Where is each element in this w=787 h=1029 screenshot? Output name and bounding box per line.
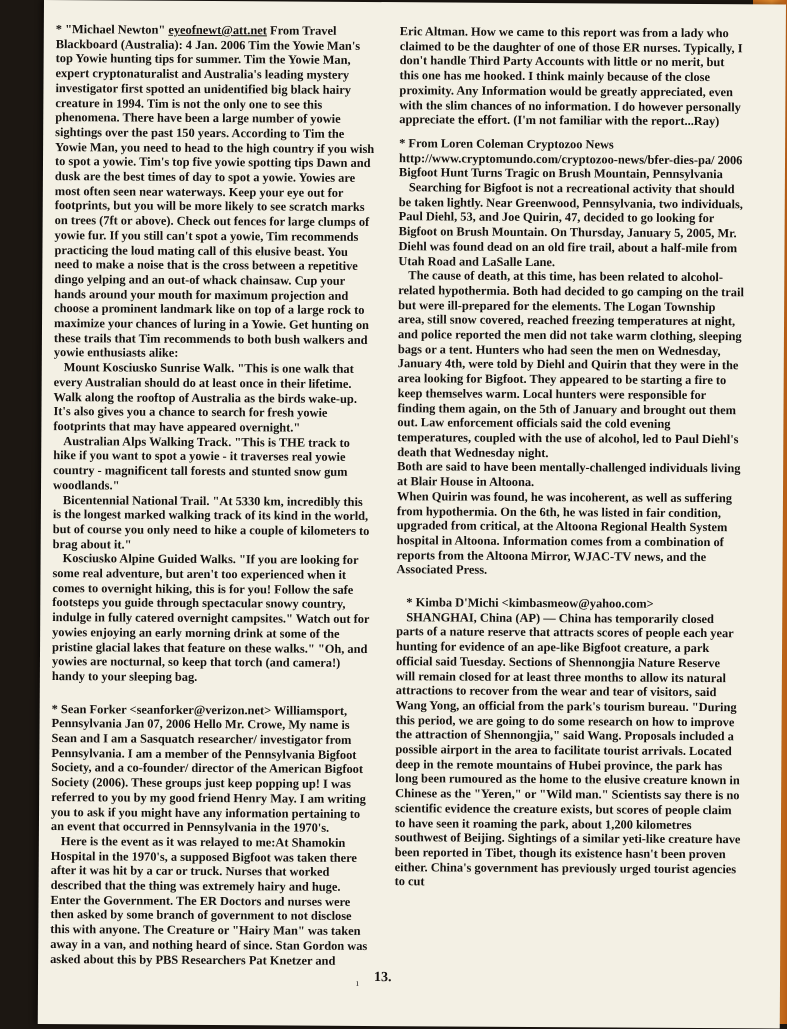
author-email-link[interactable]: eyeofnewt@att.net — [168, 22, 267, 38]
article-dmichi-heading: * Kimba D'Michi <kimbasmeow@yahoo.com> — [406, 595, 654, 611]
scan-mark: ı — [355, 977, 359, 989]
article-text: From Travel Blackboard (Australia): 4 Jan. 2006 Tim the Yowie Man's top Yowie hunting tips for summer. Tim the Yowie Man, expert cryptonaturalist and Australia's leading mystery investigator first spotted an unidentified big black hairy creature in 1994. Tim is not the only one to see this phenomena. There have been a large number of yowie sightings over the past 150 years. According to Tim the Yowie Man, you need to head to the high country if you wish to spot a yowie. Tim's top five yowie spotting tips Dawn and dusk are the best times of day to spot a yowie. Yowies are most often seen near waterways. Keep your eye out for footprints, but you will be more likely to see scratch marks on trees (7ft or above). Check out fences for large clumps of yowie fur. If you still can't spot a yowie, Tim recommends practicing the loud mating call of this elusive beast. You need to make a noise that is the cross between a repetitive dingo yelping and an out-of whack chainsaw. Cup your hands around your mouth for maximum projection and choose a prominent landmark like on top of a large rock to maximize your chances of luring in a Yowie. Get hunting on these trails that Tim recommends to both bush walkers and yowie enthusiasts alike: — [53, 23, 375, 361]
paragraph-shennongjia: SHANGHAI, China (AP) — China has temporarily closed parts of a nature reserve that attracts scores of people each year hunting for evidence of an ape-like Bigfoot creature, a park official said Tuesday. Sections of Shennongjia Nature Reserve will remain closed for at least three months to allow its natural attractions to recover from the wear and tear of visitors, said Wang Yong, an official from the park's tourism bureau. "During this period, we are going to do some research on how to improve the attraction of Shennongjia," said Wang. Proposals included a possible airport in the area to facilitate tourist arrivals. Located deep in the remote mountains of Hubei province, the park has long been rumoured as the home to the elusive creature known in Chinese as the "Yeren," or "Wild man." Scientists say there is no scientific evidence the creature exists, but scores of people claim to have seen it roaming the park, about 1,200 kilometres southwest of Beijing. Sightings of a similar yeti-like creature have been reported in Tibet, though its existence hasn't been proven either. China's government has previously urged tourist agencies to cut — [394, 609, 741, 889]
paragraph-shamokin-event: Here is the event as it was relayed to me:At Shamokin Hospital in the 1970's, a supposed Bigfoot was taken there after it was hit by a car or truck. Nurses that worked described that the thing was extremely hairy and huge. Enter the Government. The ER Doctors and nurses were then asked by some branch of government to not disclose this with anyone. The Creature or "Hairy Man" was taken away in a van, and nothing heard of since. Stan Gordon was asked about this by PBS Researchers Pat Knetzer and — [50, 834, 368, 968]
paragraph-hypothermia-cause: The cause of death, at this time, has been related to alcohol-related hypothermia. Both had decided to go camping on the trail but were ill-prepared for the elements. The Logan Township area, still snow covered, reached freezing temperatures at night, and police reported the men did not take warm clothing, sleeping bags or a tent. Hunters who had seen the men on Wednesday, January 4th, were told by Diehl and Quirin that they were in the area looking for Bigfoot. They appeared to be starting a fire to keep themselves warm. Local hunters were responsible for finding them again, on the 5th of January and brought out them out. Law enforcement officials said the cold evening temperatures, coupled with the use of alcohol, led to Paul Diehl's death that Wednesday night. — [397, 268, 744, 460]
paragraph-bicentennial-trail: Bicentennial National Trail. "At 5330 km, incredibly this is the longest marked walking track of its kind in the world, but of course you only need to hike a couple of kilometers to brag about it." — [52, 492, 370, 552]
paragraph-kosciusko-sunrise: Mount Kosciusko Sunrise Walk. "This is one walk that every Australian should do at least once in their lifetime. Walk along the rooftop of Australia as the birds wake-up. It's also gives you a chance to search for fresh yowie footprints that may have appeared overnight." — [53, 360, 358, 435]
article-forker-intro: * Sean Forker <seanforker@verizon.net> Williamsport, Pennsylvania Jan 07, 2006 Hello Mr. Crowe, My name is Sean and I am a Sasquatch researcher/ investigator from Pennsylvania. I am a member of the Pennsylvania Bigfoot Society, and a co-founder/ director of the American Bigfoot Society (2006). These groups just keep popping up! I was referred to you by my good friend Henry May. I am writing you to ask if you might have any information pertaining to an event that occurred in Pennsylvania in the 1970's. — [50, 701, 366, 836]
author-name: "Michael Newton" — [65, 22, 169, 37]
page-number: 13. — [373, 970, 392, 986]
right-column — [395, 24, 746, 891]
paragraph-quirin-found: When Quirin was found, he was incoherent, as well as suffering from hypothermia. On the 6th, he was listed in fair condition, upgraded from critical, at the Altoona Regional Health System hospital in Altoona. Information comes from a combination of reports from the Altoona Mirror, WJAC-TV news, and the Associated Press. — [396, 488, 733, 578]
newsletter-page — [38, 0, 786, 1029]
paragraph-forker-continued: Eric Altman. How we came to this report was from a lady who claimed to be the daughter of one of those ER nurses. Typically, I don't handle Third Party Accounts with little or no merit, but this one has me hooked. I think mainly because of the close proximity. Any Information would be greatly appreciated, even with the slim chances of no information. I do however personally appreciate the effort. (I'm not familiar with the report...Ray) — [399, 24, 743, 129]
paragraph-blair-house: Both are said to have been mentally-challenged individuals living at Blair House in Altoona. — [397, 459, 741, 490]
bullet-star: * — [55, 22, 66, 37]
paragraph-alps-track: Australian Alps Walking Track. "This is THE track to hike if you want to spot a yowie - it traverses real yowie country - magnificent tall forests and stunted snow gum woodlands." — [52, 433, 350, 493]
left-column — [50, 22, 376, 968]
article-coleman-heading: * From Loren Coleman Cryptozoo News http://www.cryptomundo.com/cryptozoo-news/bfer-dies-pa/ 2006 Bigfoot Hunt Turns Tragic on Brush Mountain, Pennsylvania — [398, 136, 743, 182]
paragraph-alpine-guided-walks: Kosciusko Alpine Guided Walks. "If you are looking for some real adventure, but aren't too experienced when it comes to overnight hiking, this is for you! Follow the safe footsteps you guide through spectacular snowy country, indulge in fully catered overnight campsites." Watch out for yowies enjoying an early morning drink at some of the pristine glacial lakes that feature on these walks." "Oh, and yowies are nocturnal, so keep that torch (and camera!) handy to your sleeping bag. — [51, 551, 370, 684]
article-newton-intro — [54, 22, 376, 362]
paragraph-brush-mountain: Searching for Bigfoot is not a recreational activity that should be taken lightly. Near Greenwood, Pennsylvania, two individuals, Paul Diehl, 53, and Joe Quirin, 47, decided to go looking for Bigfoot on Brush Mountain. On Thursday, January 5, 2005, Mr. Diehl was found dead on an old fire trail, about a half-mile from Utah Road and LaSalle Lane. — [398, 180, 743, 269]
